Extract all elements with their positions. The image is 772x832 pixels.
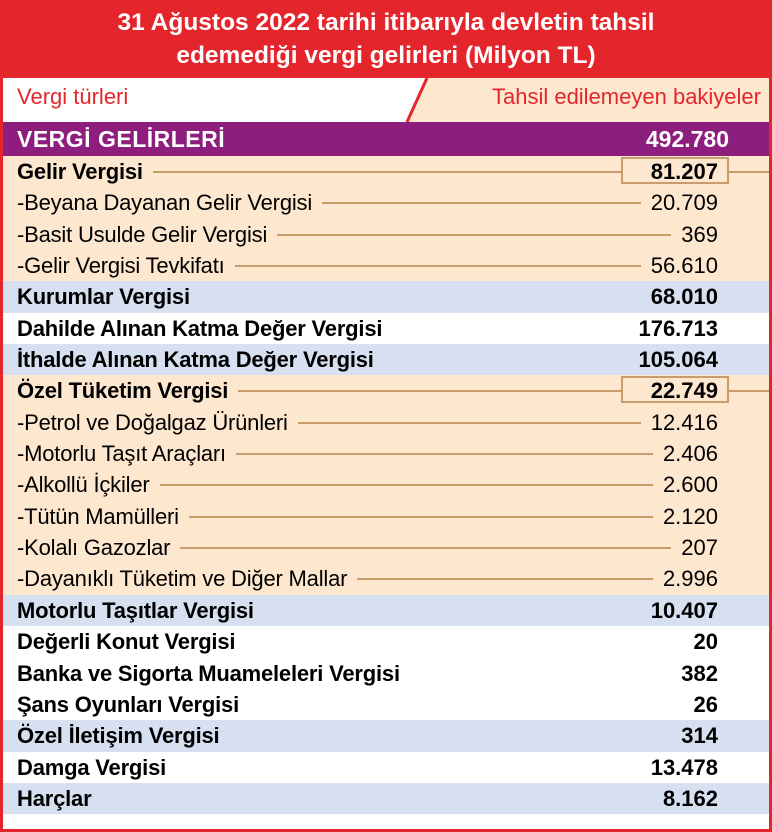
table-row xyxy=(3,250,769,281)
row-value: 22.749 xyxy=(650,378,718,404)
total-value: 492.780 xyxy=(645,126,729,152)
row-value: 2.996 xyxy=(662,566,718,592)
table-row xyxy=(3,532,769,563)
row-value: 176.713 xyxy=(638,315,718,341)
row-label: -Motorlu Taşıt Araçları xyxy=(17,441,226,467)
row-label: Damga Vergisi xyxy=(17,754,167,780)
table-row xyxy=(3,313,769,344)
row-value: 12.416 xyxy=(650,409,718,435)
chart-title xyxy=(0,0,772,78)
table-row xyxy=(3,595,769,626)
leader-line xyxy=(189,516,653,518)
row-value: 20 xyxy=(693,629,718,655)
leader-line xyxy=(357,578,653,580)
row-value: 26 xyxy=(693,691,718,717)
row-value: 13.478 xyxy=(650,754,718,780)
row-label: İthalde Alınan Katma Değer Vergisi xyxy=(17,347,374,373)
table-row xyxy=(3,375,769,406)
row-value: 2.120 xyxy=(662,503,718,529)
title-line-1: 31 Ağustos 2022 tarihi itibarıyla devletin tahsil xyxy=(117,9,655,36)
row-value: 207 xyxy=(681,535,718,561)
total-label: VERGİ GELİRLERİ xyxy=(17,126,226,152)
row-label: -Gelir Vergisi Tevkifatı xyxy=(17,253,225,279)
table-row xyxy=(3,438,769,469)
table-row xyxy=(3,563,769,594)
row-value: 20.709 xyxy=(650,190,718,216)
row-label: -Beyana Dayanan Gelir Vergisi xyxy=(17,190,313,216)
box-connector-line xyxy=(729,171,769,173)
table-row xyxy=(3,689,769,720)
row-value: 68.010 xyxy=(650,284,718,310)
table-row xyxy=(3,658,769,689)
leader-line xyxy=(277,234,671,236)
row-label: Banka ve Sigorta Muameleleri Vergisi xyxy=(17,660,400,686)
leader-line xyxy=(180,547,671,549)
leader-line xyxy=(322,202,641,204)
row-label: -Dayanıklı Tüketim ve Diğer Mallar xyxy=(17,566,348,592)
row-value: 369 xyxy=(681,221,718,247)
row-label: -Basit Usulde Gelir Vergisi xyxy=(17,221,268,247)
table-row xyxy=(3,156,769,187)
row-value: 2.406 xyxy=(662,441,718,467)
leader-line xyxy=(153,171,621,173)
row-label: Kurumlar Vergisi xyxy=(17,284,190,310)
row-label: Şans Oyunları Vergisi xyxy=(17,691,240,717)
table-row xyxy=(3,720,769,751)
row-label: Gelir Vergisi xyxy=(17,159,143,184)
row-label: -Tütün Mamülleri xyxy=(17,503,179,529)
row-label: Motorlu Taşıtlar Vergisi xyxy=(17,597,254,623)
table-body xyxy=(3,156,769,814)
row-label: Özel İletişim Vergisi xyxy=(17,723,220,749)
leader-line xyxy=(238,390,621,392)
column-header-type: Vergi türleri xyxy=(17,84,129,109)
row-label: Harçlar xyxy=(17,785,92,811)
row-value: 10.407 xyxy=(650,597,718,623)
table-row xyxy=(3,187,769,218)
title-line-2: edemediği vergi gelirleri (Milyon TL) xyxy=(176,42,596,69)
table-row xyxy=(3,783,769,814)
leader-line xyxy=(235,265,641,267)
row-value: 81.207 xyxy=(650,159,718,184)
row-label: Özel Tüketim Vergisi xyxy=(17,378,229,404)
table-row xyxy=(3,752,769,783)
leader-line xyxy=(236,453,653,455)
table-row xyxy=(3,344,769,375)
total-row xyxy=(3,122,769,156)
row-label: Değerli Konut Vergisi xyxy=(17,629,236,655)
table-row xyxy=(3,219,769,250)
row-value: 8.162 xyxy=(662,785,718,811)
row-value: 2.600 xyxy=(662,472,718,498)
table-row xyxy=(3,407,769,438)
leader-line xyxy=(160,484,653,486)
table-row xyxy=(3,281,769,312)
table-row xyxy=(3,469,769,500)
column-header-balance: Tahsil edilemeyen bakiyeler xyxy=(491,84,761,109)
row-value: 56.610 xyxy=(650,253,718,279)
box-connector-line xyxy=(729,390,769,392)
row-value: 314 xyxy=(681,723,718,749)
row-value: 382 xyxy=(681,660,718,686)
leader-line xyxy=(298,422,641,424)
row-label: -Alkollü İçkiler xyxy=(17,472,150,498)
table-row xyxy=(3,501,769,532)
row-label: -Petrol ve Doğalgaz Ürünleri xyxy=(17,409,288,435)
row-label: -Kolalı Gazozlar xyxy=(17,535,171,561)
row-label: Dahilde Alınan Katma Değer Vergisi xyxy=(17,315,383,341)
column-header-bar xyxy=(3,78,769,122)
row-value: 105.064 xyxy=(638,347,718,373)
table-row xyxy=(3,626,769,657)
